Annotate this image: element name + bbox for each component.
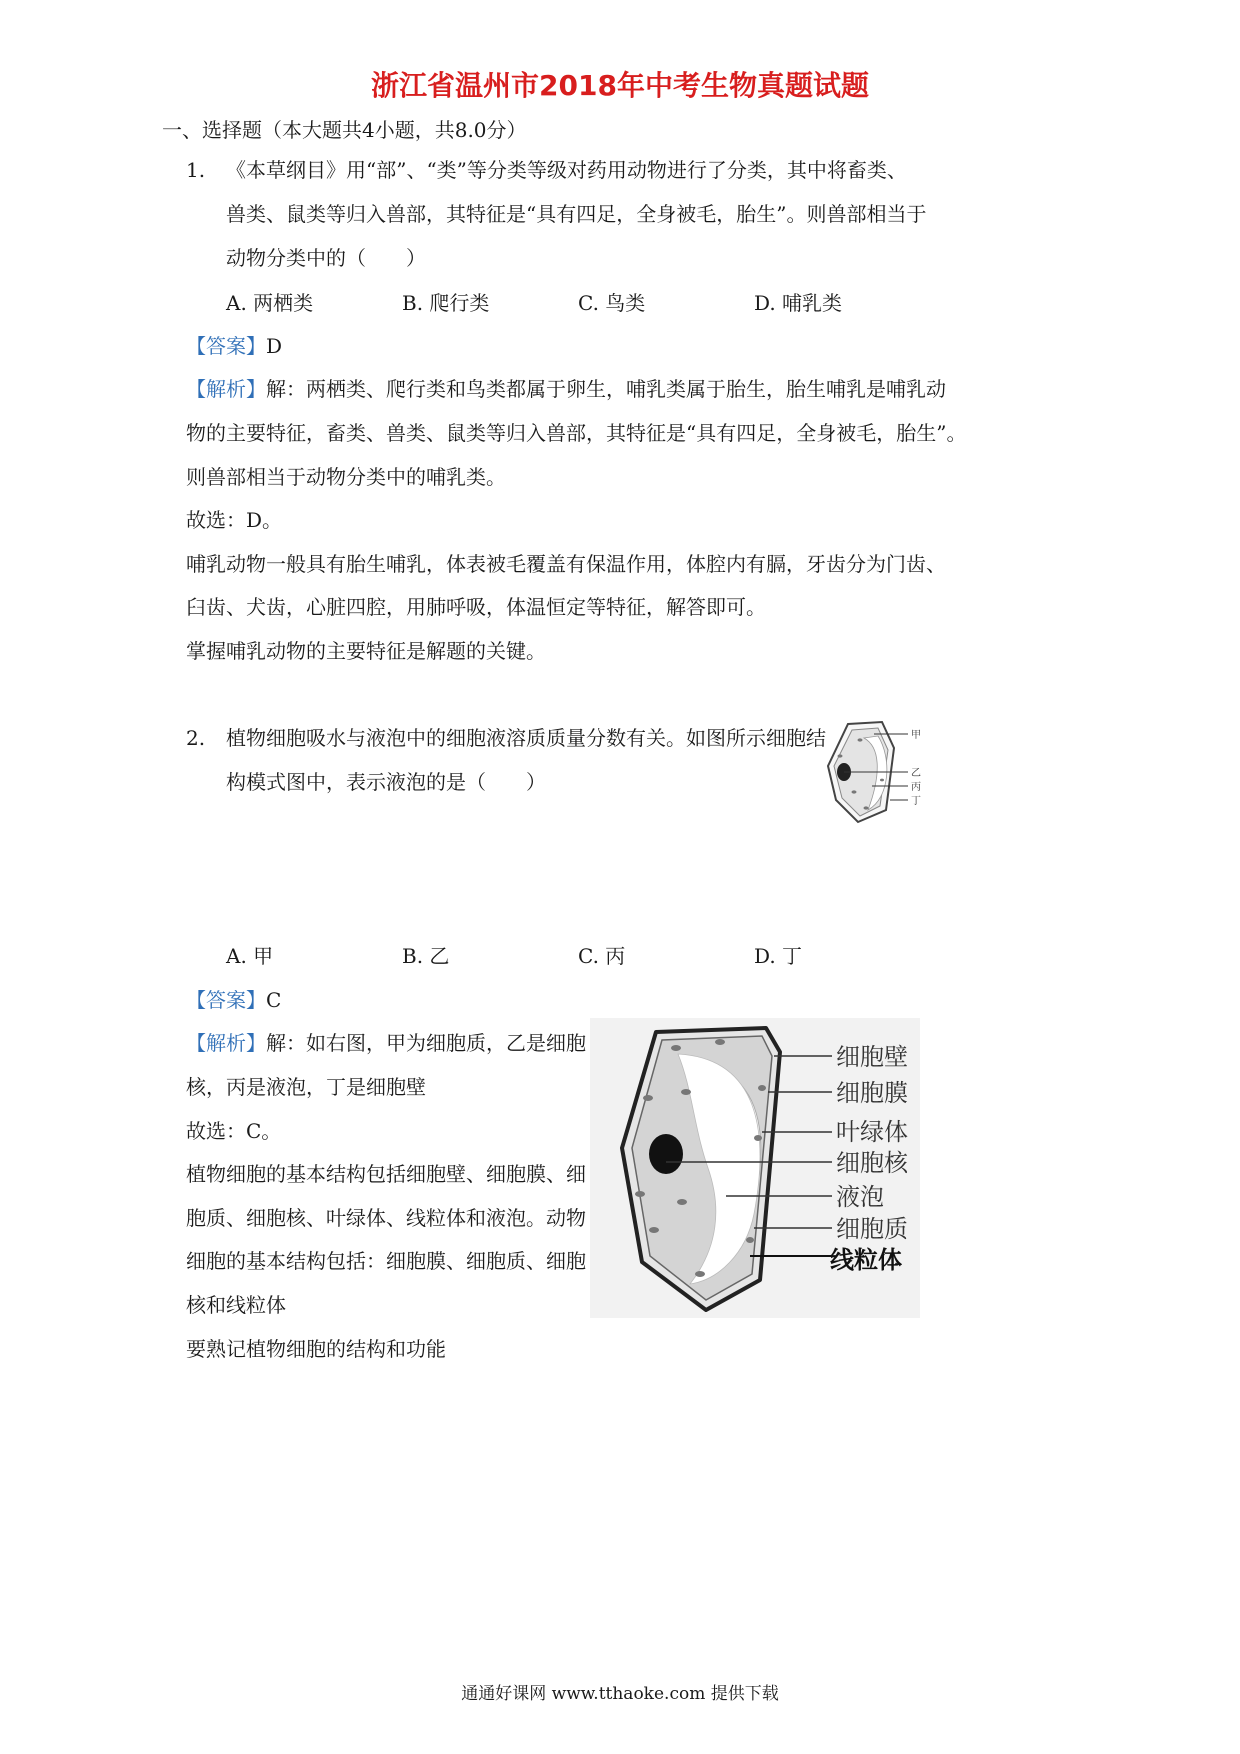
q1-answer-value: D	[266, 334, 283, 358]
q2-answer-value: C	[266, 988, 282, 1012]
q2-number: 2.	[186, 726, 206, 750]
label-vacuole: 液泡	[836, 1183, 884, 1211]
q2-analysis-line-2: 核，丙是液泡，丁是细胞壁	[186, 1075, 426, 1099]
label-cytoplasm: 细胞质	[836, 1215, 908, 1243]
label-cell-membrane: 细胞膜	[836, 1079, 908, 1107]
q2-analysis-line-7: 核和线粒体	[186, 1293, 286, 1317]
plant-cell-diagram	[590, 1018, 920, 1318]
q2-analysis-line-3: 故选：C。	[186, 1119, 282, 1143]
q1-number: 1.	[186, 158, 206, 182]
q1-analysis-line-5: 哺乳动物一般具有胎生哺乳，体表被毛覆盖有保温作用，体腔内有膈，牙齿分为门齿、	[186, 552, 946, 576]
q1-stem-line-2: 兽类、鼠类等归入兽部，其特征是“具有四足，全身被毛，胎生”。则兽部相当于	[226, 202, 927, 226]
q1-option-a: A. 两栖类	[226, 291, 314, 315]
q2-stem-line-1: 植物细胞吸水与液泡中的细胞液溶质质量分数有关。如图所示细胞结	[226, 726, 826, 750]
small-figure-label-jia: 甲	[911, 730, 921, 741]
label-chloroplast: 叶绿体	[836, 1118, 908, 1146]
q2-analysis-line-1: 【解析】解：如右图，甲为细胞质，乙是细胞	[186, 1031, 586, 1055]
small-figure-label-yi: 乙	[911, 768, 921, 779]
label-nucleus: 细胞核	[836, 1149, 908, 1177]
q2-stem-line-2: 构模式图中，表示液泡的是（ ）	[226, 770, 546, 794]
q2-analysis-tag: 【解析】	[186, 1031, 266, 1055]
q1-stem-line-3: 动物分类中的（ ）	[226, 246, 426, 270]
q1-analysis-line-6: 臼齿、犬齿，心脏四腔，用肺呼吸，体温恒定等特征，解答即可。	[186, 595, 766, 619]
q2-option-b: B. 乙	[402, 944, 450, 968]
q2-analysis-line-4: 植物细胞的基本结构包括细胞壁、细胞膜、细	[186, 1162, 586, 1186]
q1-option-b: B. 爬行类	[402, 291, 490, 315]
q2-option-c: C. 丙	[578, 944, 626, 968]
small-figure-label-bing: 丙	[911, 782, 921, 793]
q2-analysis-line-6: 细胞的基本结构包括：细胞膜、细胞质、细胞	[186, 1249, 586, 1273]
q2-analysis-line-8: 要熟记植物细胞的结构和功能	[186, 1337, 446, 1361]
q1-analysis-line-7: 掌握哺乳动物的主要特征是解题的关键。	[186, 639, 546, 663]
small-cell-figure	[820, 718, 930, 830]
q1-analysis-line-3: 则兽部相当于动物分类中的哺乳类。	[186, 465, 506, 489]
q2-answer-tag: 【答案】	[186, 988, 266, 1012]
q2-option-d: D. 丁	[754, 944, 803, 968]
q1-analysis-line-2: 物的主要特征，畜类、兽类、鼠类等归入兽部，其特征是“具有四足，全身被毛，胎生”。	[186, 421, 967, 445]
q1-answer-line	[186, 332, 282, 360]
q1-answer-tag: 【答案】	[186, 334, 266, 358]
section-heading: 一、选择题（本大题共4小题，共8.0分）	[162, 118, 527, 142]
label-mitochondria: 线粒体	[830, 1246, 902, 1274]
page-title: 浙江省温州市2018年中考生物真题试题	[371, 69, 869, 102]
label-cell-wall: 细胞壁	[836, 1043, 908, 1071]
q2-answer-line	[186, 986, 281, 1014]
q1-option-d: D. 哺乳类	[754, 291, 843, 315]
page-footer: 通通好课网 www.tthaoke.com 提供下载	[461, 1684, 779, 1704]
q2-option-a: A. 甲	[226, 944, 274, 968]
q1-analysis-line-4: 故选：D。	[186, 508, 283, 532]
q1-analysis-tag: 【解析】	[186, 377, 266, 401]
q2-analysis-line-5: 胞质、细胞核、叶绿体、线粒体和液泡。动物	[186, 1206, 586, 1230]
q1-analysis-line-1: 【解析】解：两栖类、爬行类和鸟类都属于卵生，哺乳类属于胎生，胎生哺乳是哺乳动	[186, 377, 946, 401]
q1-option-c: C. 鸟类	[578, 291, 646, 315]
q1-stem-line-1: 《本草纲目》用“部”、“类”等分类等级对药用动物进行了分类，其中将畜类、	[226, 158, 907, 182]
small-figure-label-ding: 丁	[911, 796, 921, 807]
